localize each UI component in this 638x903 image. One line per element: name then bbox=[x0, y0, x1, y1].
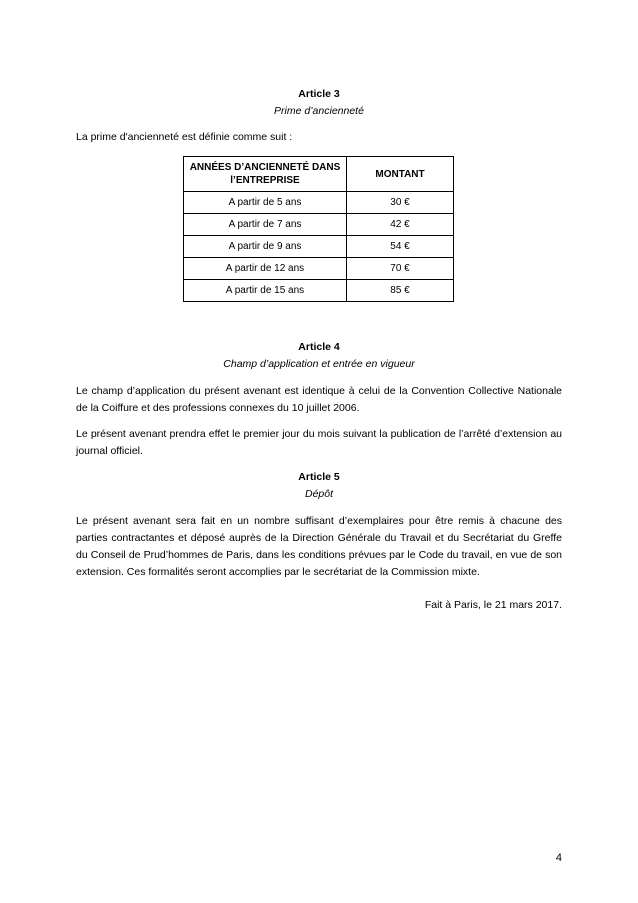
article-5-paragraph: Le présent avenant sera fait en un nombre suffisant d’exemplaires pour être remis à chacune des parties contractantes et déposé auprès de la Direction Générale du Travail et du Secrétariat du Greffe du Conseil de Prud’hommes de Paris, dans les conditions prévues par le Code du travail, en vue de son extension. Ces formalités seront accomplies par le secrétariat de la Commission mixte. bbox=[76, 515, 562, 578]
intro-text: La prime d'ancienneté est définie comme suit : bbox=[76, 131, 293, 143]
article-3-heading bbox=[76, 86, 562, 120]
page-number: 4 bbox=[555, 852, 562, 864]
seniority-table bbox=[183, 156, 454, 302]
article-4-subtitle: Champ d’application et entrée en vigueur bbox=[223, 358, 415, 370]
signature-line: Fait à Paris, le 21 mars 2017. bbox=[424, 599, 562, 611]
article-3-subtitle: Prime d’ancienneté bbox=[274, 105, 364, 117]
cell-years: A partir de 9 ans bbox=[184, 236, 347, 258]
article-4-paragraph-1: Le champ d’application du présent avenant est identique à celui de la Convention Collective Nationale de la Coiffure et des professions connexes du 10 juillet 2006. bbox=[76, 385, 562, 414]
cell-amount: 54 € bbox=[347, 236, 454, 258]
article-4-paragraph-2: Le présent avenant prendra effet le premier jour du mois suivant la publication de l’arrêté d’extension au journal officiel. bbox=[76, 428, 562, 457]
table-row bbox=[184, 236, 454, 258]
cell-amount: 30 € bbox=[347, 192, 454, 214]
cell-amount: 42 € bbox=[347, 214, 454, 236]
cell-years: A partir de 12 ans bbox=[184, 258, 347, 280]
table-row bbox=[184, 258, 454, 280]
header-amount: MONTANT bbox=[347, 157, 454, 192]
cell-years: A partir de 5 ans bbox=[184, 192, 347, 214]
cell-years: A partir de 7 ans bbox=[184, 214, 347, 236]
table-row bbox=[184, 214, 454, 236]
article-5-heading bbox=[76, 469, 562, 503]
article-4-title: Article 4 bbox=[298, 341, 340, 353]
cell-amount: 85 € bbox=[347, 280, 454, 302]
cell-years: A partir de 15 ans bbox=[184, 280, 347, 302]
article-5-subtitle: Dépôt bbox=[304, 488, 334, 500]
table-header-row bbox=[184, 157, 454, 192]
article-3-title: Article 3 bbox=[298, 88, 340, 100]
table-row bbox=[184, 192, 454, 214]
article-5-title: Article 5 bbox=[298, 471, 340, 483]
header-years: ANNÉES D’ANCIENNETÉ DANS l’ENTREPRISE bbox=[184, 157, 347, 192]
cell-amount: 70 € bbox=[347, 258, 454, 280]
table-row bbox=[184, 280, 454, 302]
article-4-heading bbox=[76, 339, 562, 373]
